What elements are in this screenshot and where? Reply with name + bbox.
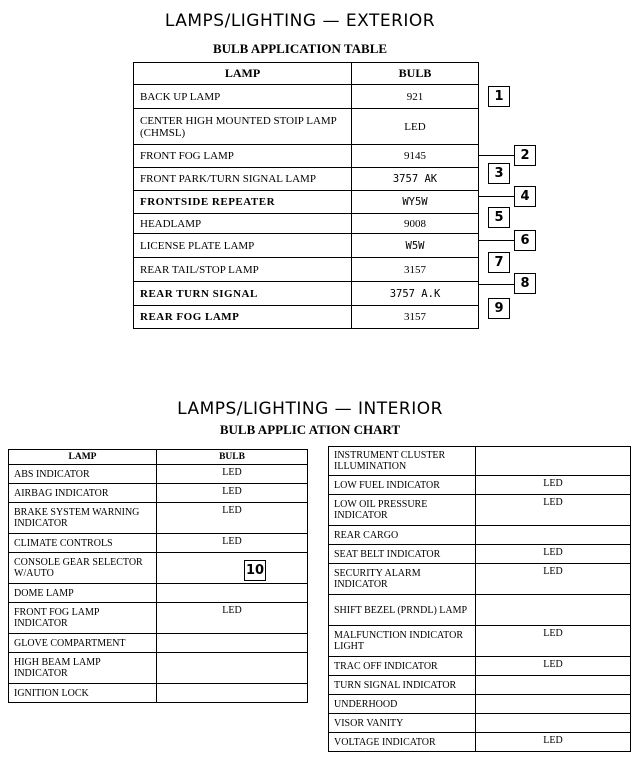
- lamp-cell: FRONT FOG LAMP: [134, 145, 352, 168]
- bulb-cell: [476, 676, 631, 695]
- bulb-cell: 9145: [352, 145, 479, 168]
- callout-number: 3: [488, 163, 510, 184]
- table-row: [329, 714, 631, 733]
- table-row: [329, 476, 631, 495]
- lamp-cell: CLIMATE CONTROLS: [9, 534, 157, 553]
- lamp-cell: CONSOLE GEAR SELECTOR W/AUTO: [9, 553, 157, 584]
- bulb-cell: [476, 714, 631, 733]
- lamp-cell: REAR FOG LAMP: [134, 306, 352, 329]
- table-row: [329, 545, 631, 564]
- table-row: [9, 653, 308, 684]
- bulb-cell: LED: [352, 109, 479, 145]
- bulb-cell: [157, 584, 308, 603]
- callout-leader-line: [479, 196, 514, 197]
- lamp-cell: REAR CARGO: [329, 526, 476, 545]
- lamp-cell: SHIFT BEZEL (PRNDL) LAMP: [329, 595, 476, 626]
- table-row: [134, 145, 479, 168]
- table-header-row: [9, 450, 308, 465]
- lamp-cell: AIRBAG INDICATOR: [9, 484, 157, 503]
- lamp-cell: FRONTSIDE REPEATER: [134, 191, 352, 214]
- table-row: [134, 258, 479, 282]
- lamp-cell: LOW FUEL INDICATOR: [329, 476, 476, 495]
- lamp-cell: HIGH BEAM LAMP INDICATOR: [9, 653, 157, 684]
- bulb-cell: 921: [352, 85, 479, 109]
- table-row: [9, 603, 308, 634]
- callout-number: 8: [514, 273, 536, 294]
- table-row: [134, 282, 479, 306]
- interior-subtitle: BULB APPLIC ATION CHART: [219, 422, 401, 437]
- bulb-column-header: BULB: [352, 63, 479, 85]
- table-row: [9, 584, 308, 603]
- lamp-cell: TURN SIGNAL INDICATOR: [329, 676, 476, 695]
- lamp-cell: SEAT BELT INDICATOR: [329, 545, 476, 564]
- table-row: [9, 484, 308, 503]
- bulb-cell: 3157: [352, 306, 479, 329]
- table-row: [9, 503, 308, 534]
- callout-number: 7: [488, 252, 510, 273]
- bulb-cell: LED: [476, 733, 631, 752]
- bulb-cell: 3757 A.K: [352, 282, 479, 306]
- lamp-cell: REAR TURN SIGNAL: [134, 282, 352, 306]
- exterior-subtitle: BULB APPLICATION TABLE: [212, 41, 388, 56]
- bulb-cell: [476, 595, 631, 626]
- bulb-cell: LED: [157, 603, 308, 634]
- table-row: [329, 676, 631, 695]
- table-row: [134, 191, 479, 214]
- interior-right-table: [328, 446, 631, 752]
- bulb-cell: LED: [476, 626, 631, 657]
- bulb-cell: [476, 695, 631, 714]
- table-row: [329, 695, 631, 714]
- bulb-cell: LED: [157, 465, 308, 484]
- table-row: [329, 495, 631, 526]
- lamp-cell: DOME LAMP: [9, 584, 157, 603]
- table-row: [134, 234, 479, 258]
- bulb-cell: 3157: [352, 258, 479, 282]
- lamp-cell: MALFUNCTION INDICATOR LIGHT: [329, 626, 476, 657]
- bulb-cell: [157, 634, 308, 653]
- lamp-cell: FRONT FOG LAMP INDICATOR: [9, 603, 157, 634]
- bulb-cell: WY5W: [352, 191, 479, 214]
- lamp-cell: FRONT PARK/TURN SIGNAL LAMP: [134, 168, 352, 191]
- table-row: [329, 657, 631, 676]
- lamp-cell: INSTRUMENT CLUSTER ILLUMINATION: [329, 447, 476, 476]
- table-row: [329, 564, 631, 595]
- table-row: [134, 214, 479, 234]
- interior-title: LAMPS/LIGHTING — INTERIOR: [177, 399, 443, 419]
- table-row: [329, 733, 631, 752]
- lamp-cell: VISOR VANITY: [329, 714, 476, 733]
- bulb-cell: [157, 553, 308, 584]
- table-row: [134, 306, 479, 329]
- exterior-title: LAMPS/LIGHTING — EXTERIOR: [164, 11, 436, 31]
- table-row: [329, 595, 631, 626]
- lamp-cell: VOLTAGE INDICATOR: [329, 733, 476, 752]
- bulb-cell: LED: [476, 476, 631, 495]
- bulb-cell: LED: [476, 495, 631, 526]
- table-row: [134, 168, 479, 191]
- bulb-cell: 3757 AK: [352, 168, 479, 191]
- bulb-column-header: BULB: [157, 450, 308, 465]
- lamp-cell: GLOVE COMPARTMENT: [9, 634, 157, 653]
- callout-leader-line: [479, 155, 514, 156]
- table-row: [134, 109, 479, 145]
- callout-number: 5: [488, 207, 510, 228]
- bulb-cell: LED: [157, 484, 308, 503]
- bulb-cell: W5W: [352, 234, 479, 258]
- lamp-cell: ABS INDICATOR: [9, 465, 157, 484]
- lamp-cell: IGNITION LOCK: [9, 684, 157, 703]
- lamp-cell: UNDERHOOD: [329, 695, 476, 714]
- bulb-cell: [157, 684, 308, 703]
- callout-number: 9: [488, 298, 510, 319]
- lamp-cell: LOW OIL PRESSURE INDICATOR: [329, 495, 476, 526]
- table-row: [9, 634, 308, 653]
- callout-number: 10: [244, 560, 266, 581]
- bulb-cell: LED: [157, 534, 308, 553]
- bulb-cell: LED: [476, 564, 631, 595]
- lamp-cell: SECURITY ALARM INDICATOR: [329, 564, 476, 595]
- callout-number: 1: [488, 86, 510, 107]
- exterior-bulb-table: [133, 62, 479, 329]
- callout-leader-line: [479, 240, 514, 241]
- table-row: [9, 465, 308, 484]
- bulb-cell: LED: [157, 503, 308, 534]
- bulb-cell: [476, 447, 631, 476]
- table-row: [9, 534, 308, 553]
- table-row: [329, 626, 631, 657]
- lamp-cell: REAR TAIL/STOP LAMP: [134, 258, 352, 282]
- table-row: [9, 684, 308, 703]
- bulb-cell: [476, 526, 631, 545]
- callout-number: 2: [514, 145, 536, 166]
- table-header-row: [134, 63, 479, 85]
- lamp-cell: HEADLAMP: [134, 214, 352, 234]
- bulb-cell: 9008: [352, 214, 479, 234]
- lamp-cell: CENTER HIGH MOUNTED STOIP LAMP (CHMSL): [134, 109, 352, 145]
- table-row: [329, 526, 631, 545]
- callout-number: 6: [514, 230, 536, 251]
- bulb-cell: LED: [476, 545, 631, 564]
- lamp-cell: LICENSE PLATE LAMP: [134, 234, 352, 258]
- table-row: [329, 447, 631, 476]
- lamp-column-header: LAMP: [9, 450, 157, 465]
- callout-number: 4: [514, 186, 536, 207]
- bulb-cell: LED: [476, 657, 631, 676]
- callout-leader-line: [479, 284, 514, 285]
- lamp-column-header: LAMP: [134, 63, 352, 85]
- lamp-cell: BRAKE SYSTEM WARNING INDICATOR: [9, 503, 157, 534]
- bulb-cell: [157, 653, 308, 684]
- lamp-cell: BACK UP LAMP: [134, 85, 352, 109]
- table-row: [134, 85, 479, 109]
- lamp-cell: TRAC OFF INDICATOR: [329, 657, 476, 676]
